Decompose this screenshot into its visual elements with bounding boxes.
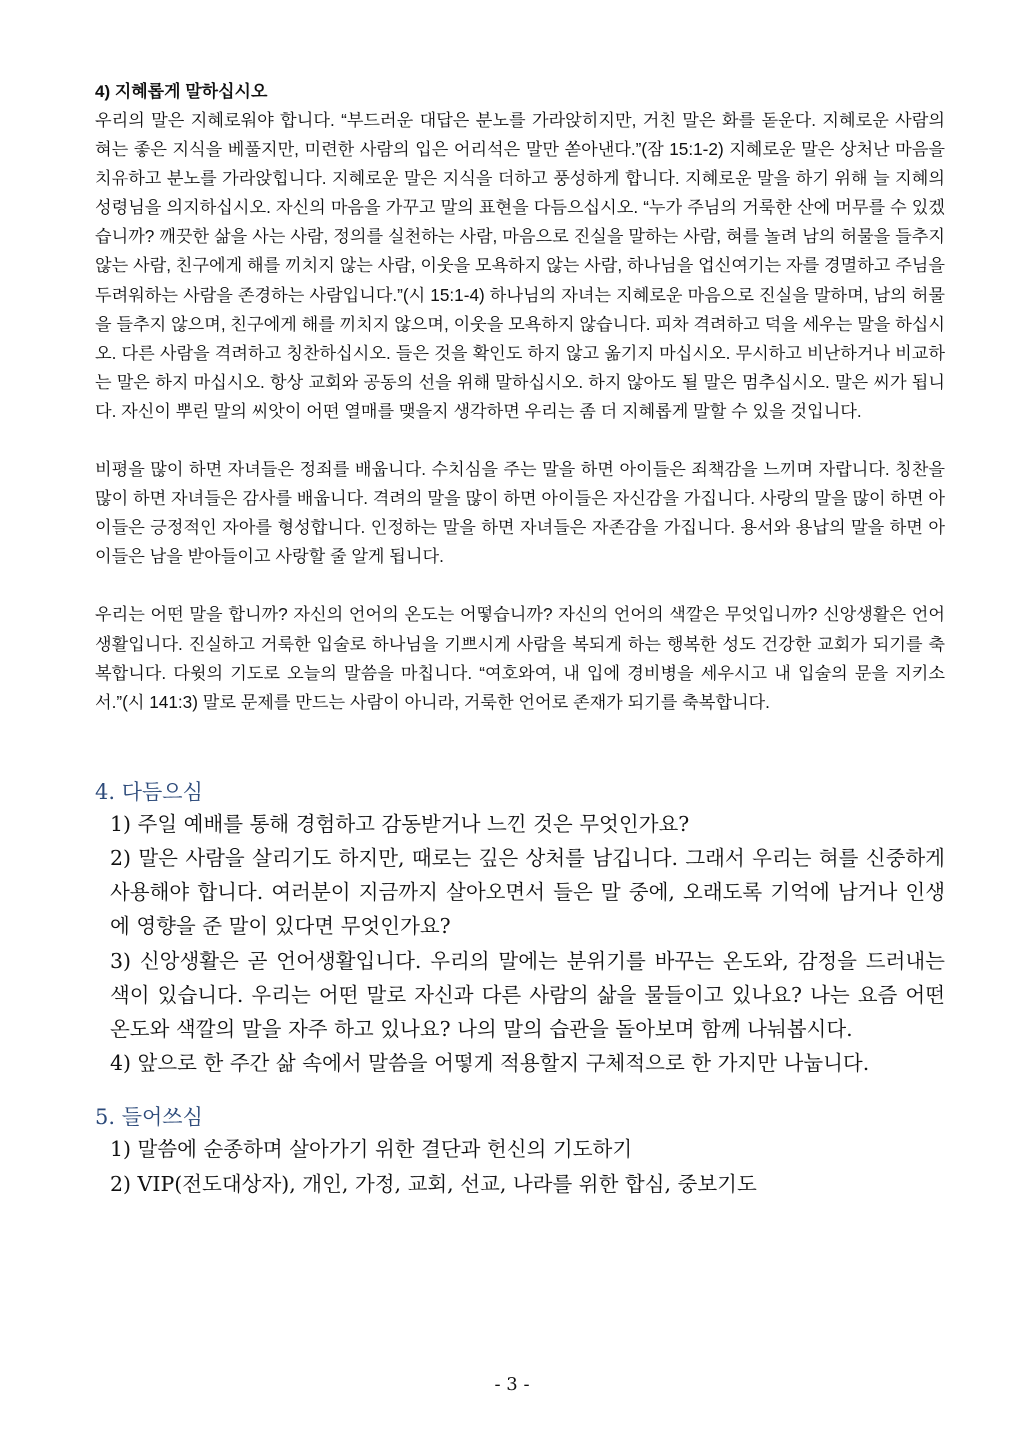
body-paragraph-3: 우리는 어떤 말을 합니까? 자신의 언어의 온도는 어떻습니까? 자신의 언어의 색깔은 무엇입니까? 신앙생활은 언어생활입니다. 진실하고 거룩한 입술로 하나님을 기쁘시게 사람을 복되게 하는 행복한 성도 건강한 교회가 되기를 축복합니다. 다윗의 기도로 오늘의 말씀을 마칩니다. “여호와여, 내 입에 경비병을 세우시고 내 입술의 문을 지키소서.”(시 141:3) 말로 문제를 만드는 사람이 아니라, 거룩한 언어로 존재가 되기를 축복합니다. [95, 604, 945, 712]
section-4-item: 3) 신앙생활은 곧 언어생활입니다. 우리의 말에는 분위기를 바꾸는 온도와, 감정을 드러내는 색이 있습니다. 우리는 어떤 말로 자신과 다른 사람의 삶을 물들이고 있나요? 나는 요즘 어떤 온도와 색깔의 말을 자주 하고 있나요? 나의 말의 습관을 돌아보며 함께 나눠봅시다. [110, 948, 945, 1041]
section-5-title: 5. 들어쓰심 [95, 1105, 203, 1130]
section-5-list [95, 1132, 945, 1200]
section-heading: 4) 지혜롭게 말하십시오 [95, 82, 268, 101]
document-page [95, 78, 945, 1201]
section-4-list [95, 807, 945, 1081]
section-5-item: 1) 말씀에 순종하며 살아가기 위한 결단과 헌신의 기도하기 [110, 1137, 633, 1162]
section-4-item: 2) 말은 사람을 살리기도 하지만, 때로는 깊은 상처를 남깁니다. 그래서 우리는 혀를 신중하게 사용해야 합니다. 여러분이 지금까지 살아오면서 들은 말 중에, 오래도록 기억에 남거나 인생에 영향을 준 말이 있다면 무엇인가요? [110, 845, 945, 939]
page-number: - 3 - [494, 1374, 530, 1395]
section-4-title: 4. 다듬으심 [95, 779, 203, 804]
section-5-item: 2) VIP(전도대상자), 개인, 가정, 교회, 선교, 나라를 위한 합심, 중보기도 [110, 1171, 757, 1196]
body-paragraph-2: 비평을 많이 하면 자녀들은 정죄를 배웁니다. 수치심을 주는 말을 하면 아이들은 죄책감을 느끼며 자랍니다. 칭찬을 많이 하면 자녀들은 감사를 배웁니다. 격려의 말을 많이 하면 아이들은 자신감을 가집니다. 사랑의 말을 많이 하면 아이들은 긍정적인 자아를 형성합니다. 인정하는 말을 하면 자녀들은 자존감을 가집니다. 용서와 용납의 말을 하면 아이들은 남을 받아들이고 사랑할 줄 알게 됩니다. [95, 459, 945, 567]
body-paragraph-1: 우리의 말은 지혜로워야 합니다. “부드러운 대답은 분노를 가라앉히지만, 거친 말은 화를 돋운다. 지혜로운 사람의 혀는 좋은 지식을 베풀지만, 미련한 사람의 입은 어리석은 말만 쏟아낸다.”(잠 15:1-2) 지혜로운 말은 상처난 마음을 치유하고 분노를 가라앉힙니다. 지혜로운 말은 지식을 더하고 풍성하게 합니다. 지혜로운 말을 하기 위해 늘 지혜의 성령님을 의지하십시오. 자신의 마음을 가꾸고 말의 표현을 다듬으십시오. “누가 주님의 거룩한 산에 머무를 수 있겠습니까? 깨끗한 삶을 사는 사람, 정의를 실천하는 사람, 마음으로 진실을 말하는 사람, 혀를 놀려 남의 허물을 들추지 않는 사람, 친구에게 해를 끼치지 않는 사람, 이웃을 모욕하지 않는 사람, 하나님을 업신여기는 자를 경멸하고 주님을 두려워하는 사람을 존경하는 사람입니다.”(시 15:1-4) 하나님의 자녀는 지혜로운 마음으로 진실을 말하며, 남의 허물을 들추지 않으며, 친구에게 해를 끼치지 않으며, 이웃을 모욕하지 않습니다. 피차 격려하고 덕을 세우는 말을 하십시오. 다른 사람을 격려하고 칭찬하십시오. 들은 것을 확인도 하지 않고 옮기지 마십시오. 무시하고 비난하거나 비교하는 말은 하지 마십시오. 항상 교회와 공동의 선을 위해 말하십시오. 하지 않아도 될 말은 멈추십시오. 말은 씨가 됩니다. 자신이 뿌린 말의 씨앗이 어떤 열매를 맺을지 생각하면 우리는 좀 더 지혜롭게 말할 수 있을 것입니다. [95, 110, 946, 421]
section-4-item: 1) 주일 예배를 통해 경험하고 감동받거나 느낀 것은 무엇인가요? [110, 811, 690, 836]
section-4-item: 4) 앞으로 한 주간 삶 속에서 말씀을 어떻게 적용할지 구체적으로 한 가지만 나눕니다. [110, 1051, 870, 1076]
